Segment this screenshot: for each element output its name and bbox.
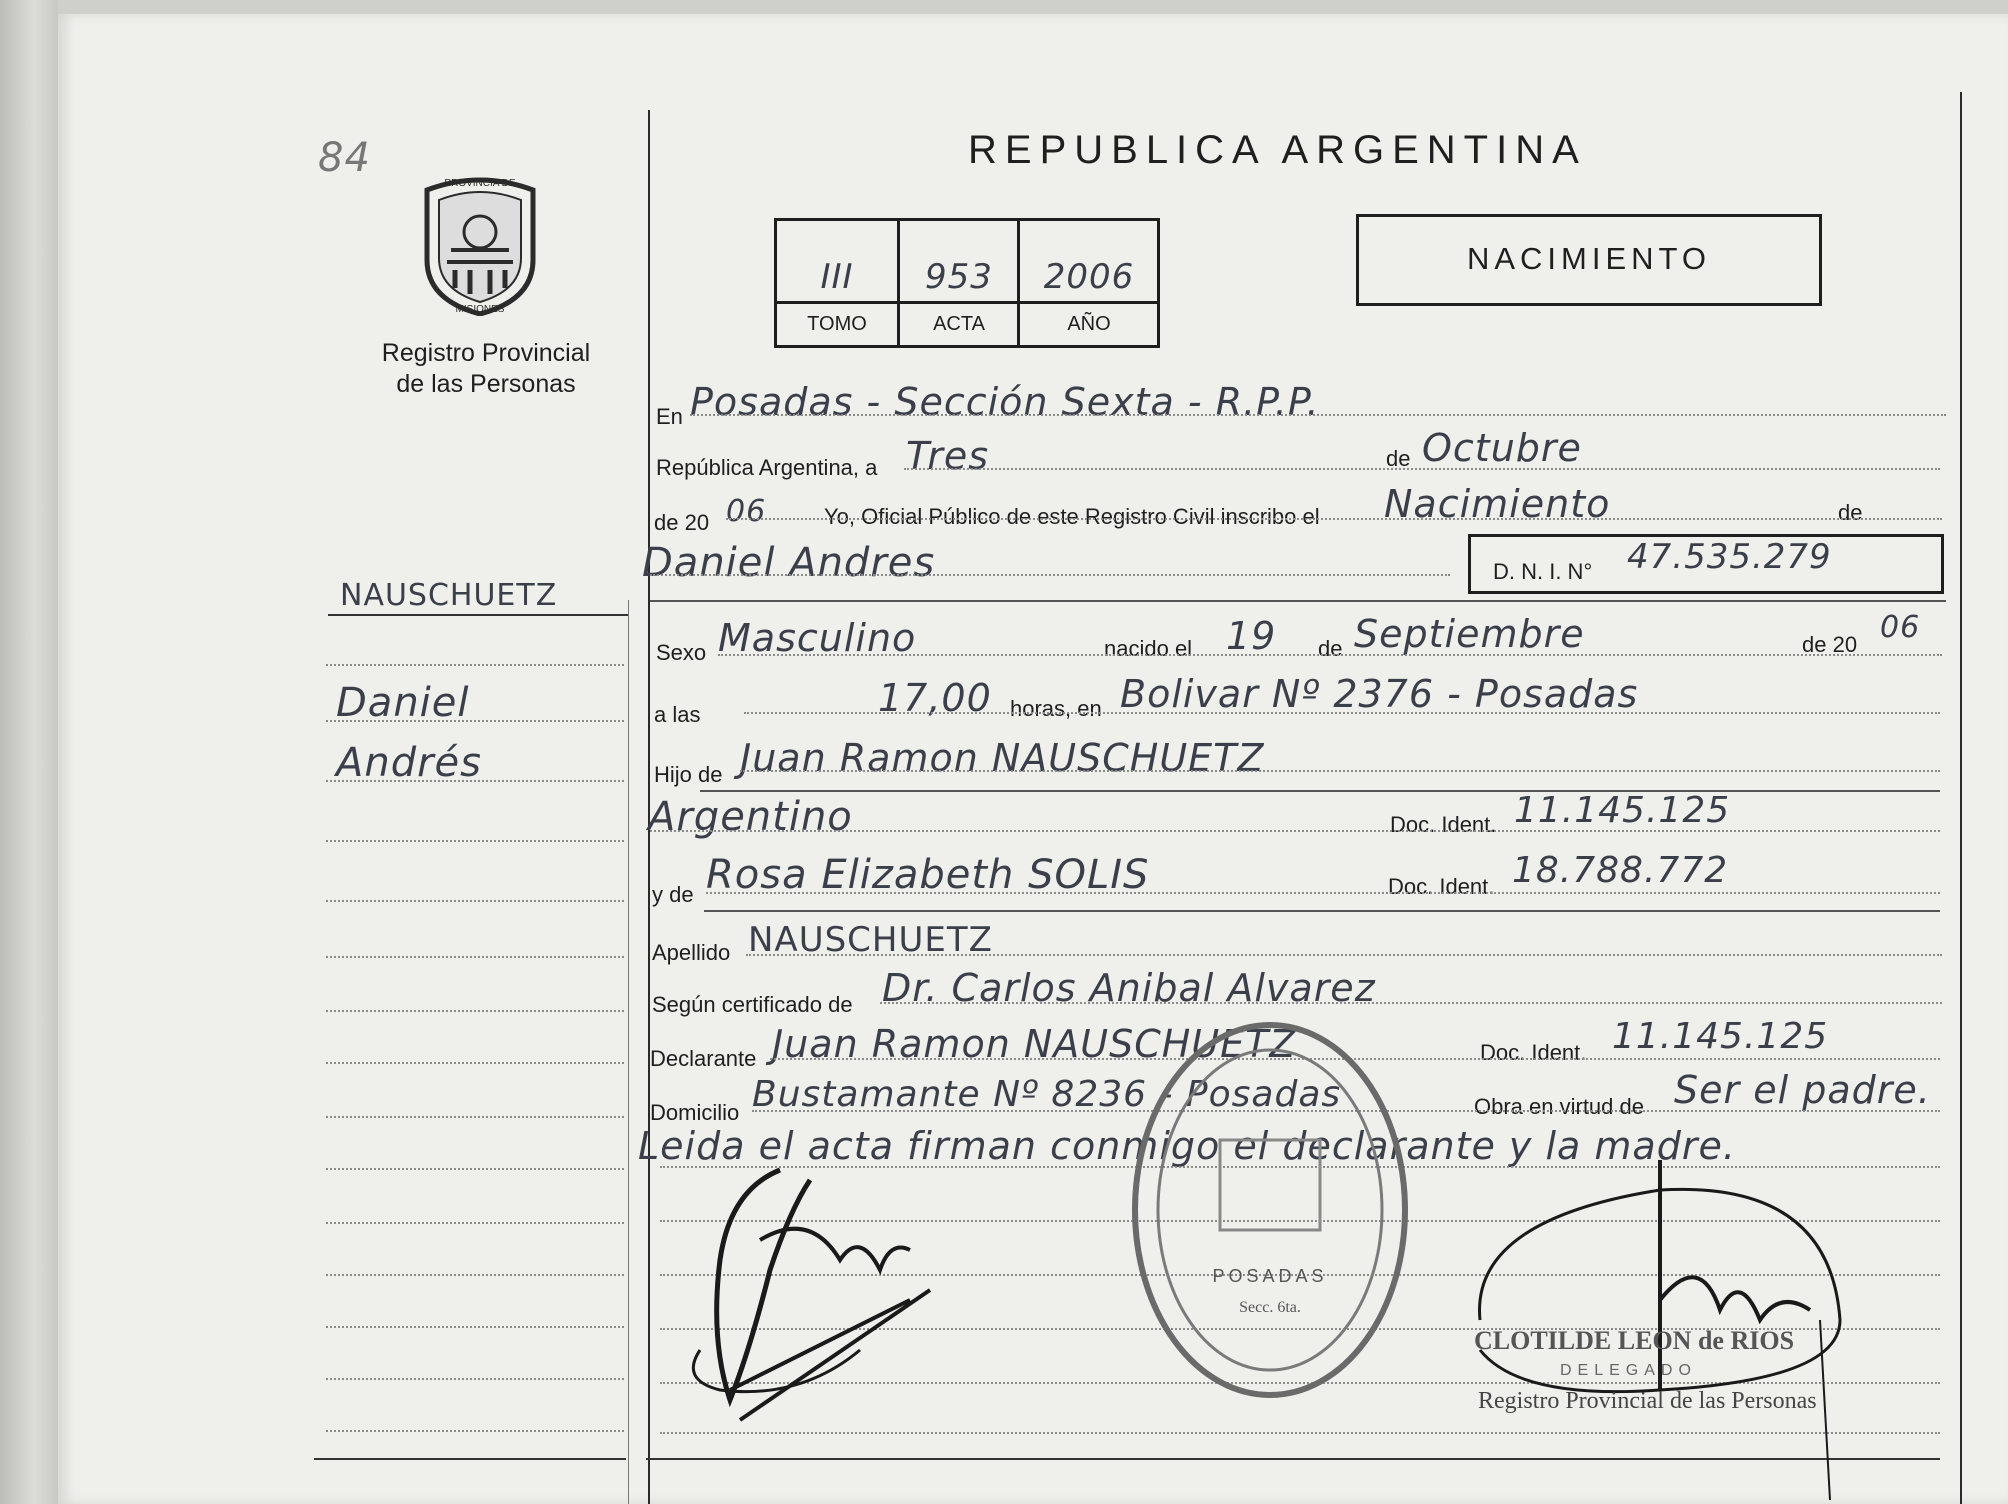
value-dni: 47.535.279	[1627, 537, 1832, 577]
line-hora	[744, 712, 1940, 714]
label-sexo: Sexo	[656, 640, 707, 665]
margin-ruled-line	[326, 1378, 624, 1380]
right-border	[1960, 92, 1962, 1504]
margin-ruled-line	[326, 840, 624, 842]
margin-ruled-line	[326, 780, 624, 782]
label-a-las: a las	[654, 702, 701, 727]
stamp-city: POSADAS	[1212, 1266, 1328, 1286]
label-de-20-nac: de 20	[1802, 632, 1858, 657]
label-de-mes-nac: de	[1318, 636, 1343, 661]
line-fecha	[904, 468, 1940, 470]
value-doc-padre: 11.145.125	[1514, 790, 1731, 831]
margin-bottom-rule	[314, 1458, 626, 1460]
label-doc-madre: Doc. Ident.	[1388, 874, 1495, 899]
margin-given1: Daniel	[336, 680, 470, 726]
line-nacionalidad	[650, 830, 1940, 832]
value-declarante: Juan Ramon NAUSCHUETZ	[772, 1022, 1297, 1066]
tomo-value: III	[820, 257, 854, 297]
seal-text-top: PROVINCIA DE	[444, 178, 516, 189]
acta-value: 953	[925, 257, 993, 297]
binder-edge	[0, 0, 58, 1504]
anio-value: 2006	[1043, 257, 1135, 297]
value-madre: Rosa Elizabeth SOLIS	[706, 852, 1150, 898]
margin-ruled-line	[326, 1116, 624, 1118]
acta-label: ACTA	[933, 313, 985, 335]
line-nombre	[650, 574, 1450, 576]
margin-ruled-line	[326, 1168, 624, 1170]
margin-given2: Andrés	[336, 740, 482, 786]
value-anio-nac: 06	[1880, 610, 1921, 645]
label-declarante: Declarante	[650, 1046, 757, 1071]
value-lugar-nac: Bolivar Nº 2376 - Posadas	[1120, 672, 1639, 716]
value-mes: Octubre	[1422, 426, 1582, 470]
rule-after-dni	[650, 600, 1946, 602]
value-inscripcion: Nacimiento	[1384, 482, 1611, 526]
label-y-de: y de	[652, 882, 694, 907]
registry-name-line2: de las Personas	[396, 370, 576, 398]
record-type-box	[1356, 214, 1822, 306]
rule-after-padre	[700, 790, 1940, 792]
margin-ruled-line	[326, 720, 624, 722]
label-nacido-el: nacido el	[1104, 636, 1193, 661]
line-certificado	[880, 1002, 1942, 1004]
label-doc-declarante: Doc. Ident.	[1480, 1040, 1587, 1065]
value-certificado: Dr. Carlos Anibal Alvarez	[882, 966, 1376, 1010]
value-nacionalidad: Argentino	[648, 794, 853, 840]
value-sexo: Masculino	[718, 616, 917, 660]
label-doc-padre: Doc. Ident.	[1390, 812, 1497, 837]
value-anio-sufijo: 06	[726, 494, 767, 529]
label-domicilio: Domicilio	[650, 1100, 740, 1125]
value-cierre: Leida el acta firman conmigo el declarante y la madre.	[638, 1124, 1736, 1168]
provincial-seal-icon	[415, 170, 545, 316]
round-official-stamp-icon	[1120, 1010, 1420, 1410]
country-title: REPUBLICA ARGENTINA	[968, 128, 1587, 172]
margin-ruled-line	[326, 1430, 624, 1432]
label-segun-certificado: Según certificado de	[652, 992, 853, 1017]
margin-ruled-line	[326, 956, 624, 958]
stamp-sub: Secc. 6ta.	[1239, 1299, 1301, 1316]
record-type: NACIMIENTO	[1466, 241, 1712, 276]
label-en: En	[656, 404, 683, 429]
margin-ruled-line	[326, 1222, 624, 1224]
value-dia-nac: 19	[1226, 614, 1277, 658]
reference-table	[774, 218, 1160, 348]
margin-ruled-line	[326, 664, 624, 666]
margin-ruled-line	[326, 1010, 624, 1012]
value-mes-nac: Septiembre	[1354, 612, 1585, 656]
line-madre	[706, 892, 1940, 894]
line-padre	[740, 770, 1940, 772]
line-apellido	[746, 954, 1942, 956]
value-apellido: NAUSCHUETZ	[748, 920, 993, 960]
margin-surname: NAUSCHUETZ	[340, 578, 558, 613]
label-de-inscripcion: de	[1838, 500, 1863, 525]
value-doc-madre: 18.788.772	[1512, 850, 1729, 891]
value-dia: Tres	[906, 434, 990, 478]
registry-name	[366, 338, 606, 400]
line-sexo	[718, 654, 1942, 656]
registry-name-line1: Registro Provincial	[381, 339, 591, 367]
dni-box	[1468, 534, 1944, 594]
label-obra-en-virtud: Obra en virtud de	[1474, 1094, 1644, 1119]
stamp-official-org: Registro Provincial de las Personas	[1478, 1388, 1817, 1414]
seal-text-bottom: MISIONES	[455, 304, 505, 315]
signature-declarante-icon	[660, 1150, 960, 1440]
value-lugar: Posadas - Sección Sexta - R.P.P.	[690, 380, 1320, 424]
value-doc-declarante: 11.145.125	[1612, 1016, 1829, 1057]
label-republica-a: República Argentina, a	[656, 455, 878, 480]
margin-ruled-line	[326, 1326, 624, 1328]
label-apellido: Apellido	[652, 940, 731, 965]
label-horas-en: horas, en	[1010, 696, 1102, 721]
label-dni: D. N. I. N°	[1493, 559, 1593, 584]
value-hora: 17,00	[878, 676, 992, 720]
stamp-official-name: CLOTILDE LEON de RIOS	[1474, 1326, 1795, 1355]
stamp-official-role: DELEGADO	[1560, 1362, 1697, 1379]
line-inscripcion	[726, 518, 1942, 520]
rule-after-madre	[704, 910, 1940, 912]
margin-divider	[628, 600, 629, 1504]
margin-ruled-line	[326, 900, 624, 902]
value-nombre: Daniel Andres	[642, 540, 936, 586]
label-yo-oficial: Yo, Oficial Público de este Registro Civil inscribo el	[824, 504, 1320, 529]
page-number: 84	[318, 135, 371, 181]
tomo-label: TOMO	[807, 313, 867, 335]
label-hijo-de: Hijo de	[654, 762, 723, 787]
value-domicilio: Bustamante Nº 8236 - Posadas	[752, 1074, 1342, 1115]
margin-ruled-line	[326, 1062, 624, 1064]
margin-ruled-line	[326, 1274, 624, 1276]
value-padre: Juan Ramon NAUSCHUETZ	[740, 736, 1265, 780]
value-obra: Ser el padre.	[1674, 1068, 1931, 1112]
label-de-20: de 20	[654, 510, 710, 535]
line-lugar	[690, 414, 1946, 416]
anio-label: AÑO	[1067, 313, 1111, 335]
margin-line	[328, 614, 628, 616]
label-de-mes: de	[1386, 446, 1411, 471]
